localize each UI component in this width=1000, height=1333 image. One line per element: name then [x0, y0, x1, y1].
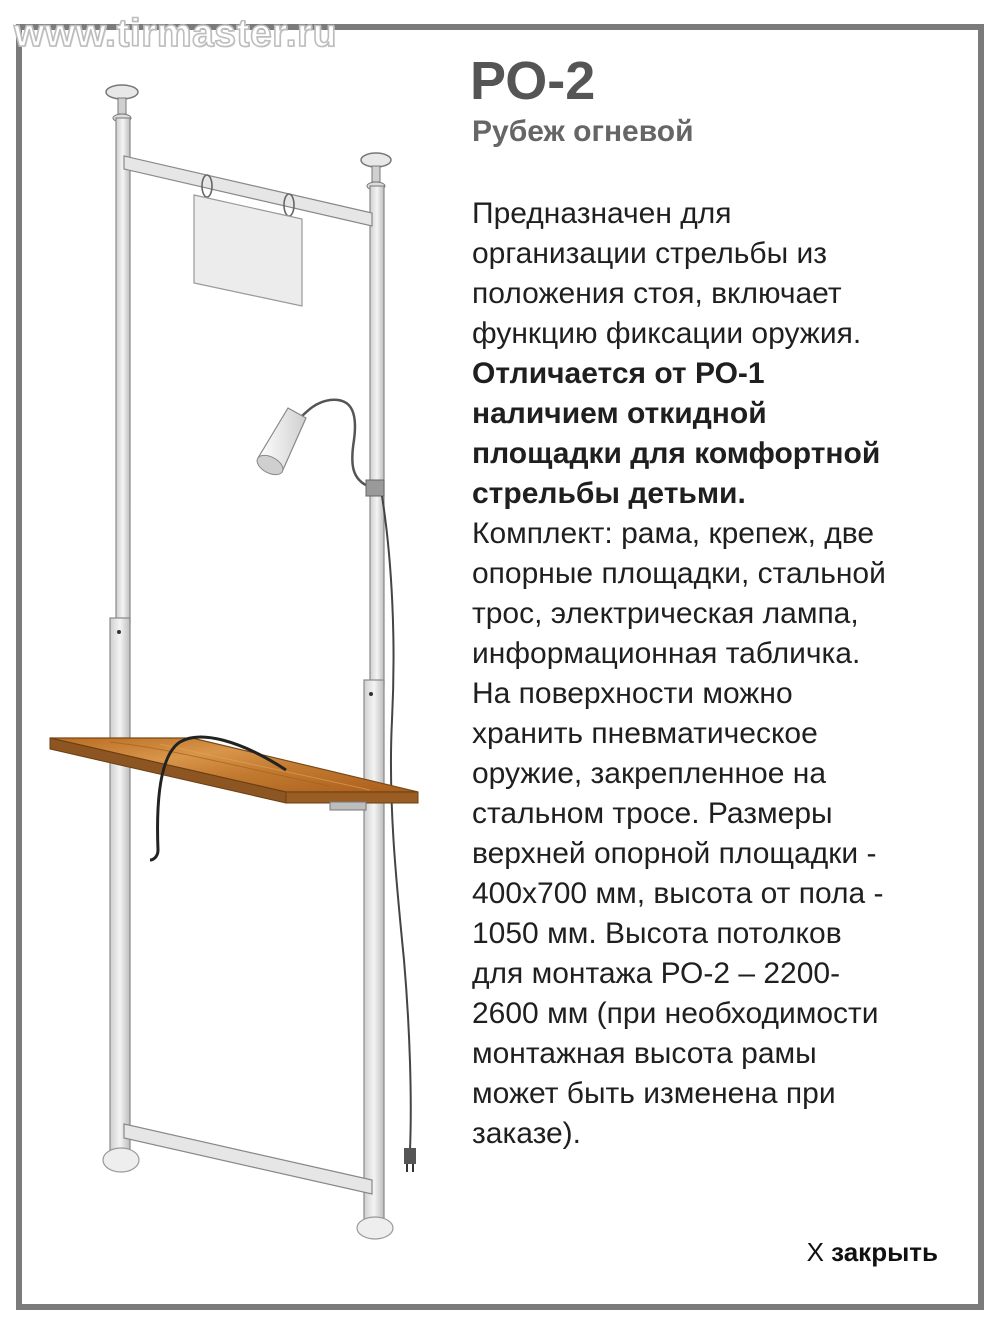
description-line: трос, электрическая лампа,: [472, 597, 859, 630]
watermark: www.tirmaster.ru: [14, 12, 337, 55]
left-pole: [103, 118, 139, 1172]
description-line: положения стоя, включает: [472, 277, 842, 310]
description-line: 400х700 мм, высота от пола -: [472, 877, 884, 910]
product-title: РО-2: [470, 51, 596, 111]
product-subtitle: Рубеж огневой: [472, 115, 694, 148]
description-line: функцию фиксации оружия.: [472, 317, 862, 350]
close-button[interactable]: [807, 1237, 938, 1268]
highlight-line: стрельбы детьми.: [472, 477, 746, 510]
description-line: организации стрельбы из: [472, 237, 827, 270]
description-line: информационная табличка.: [472, 637, 861, 670]
description-line: может быть изменена при: [472, 1077, 836, 1110]
description-line: 1050 мм. Высота потолков: [472, 917, 842, 950]
close-label[interactable]: закрыть: [831, 1237, 938, 1267]
description-line: верхней опорной площадки -: [472, 837, 877, 870]
product-description: [472, 194, 952, 1154]
description-line: 2600 мм (при необходимости: [472, 997, 879, 1030]
description-line: Предназначен для: [472, 197, 732, 230]
description-line: хранить пневматическое: [472, 717, 818, 750]
description-line: опорные площадки, стальной: [472, 557, 886, 590]
description-line: монтажная высота рамы: [472, 1037, 817, 1070]
ceiling-mount-right: [361, 153, 391, 190]
folding-shelf: [50, 738, 418, 810]
highlight-line: Отличается от РО-1: [472, 357, 765, 390]
ceiling-mount-left: [106, 85, 138, 122]
description-line: На поверхности можно: [472, 677, 793, 710]
bottom-crossbar: [124, 1124, 372, 1194]
description-line: Комплект: рама, крепеж, две: [472, 517, 875, 550]
description-line: заказе).: [472, 1117, 581, 1150]
close-icon[interactable]: X: [806, 1237, 824, 1267]
description-line: для монтажа РО-2 – 2200-: [472, 957, 841, 990]
highlight-line: площадки для комфортной: [472, 437, 881, 470]
highlight-line: наличием откидной: [472, 397, 767, 430]
description-line: оружие, закрепленное на: [472, 757, 827, 790]
product-illustration: [30, 60, 450, 1260]
lamp: [254, 400, 384, 496]
description-line: стальном тросе. Размеры: [472, 797, 833, 830]
plug-icon: [404, 1148, 416, 1172]
right-pole: [357, 186, 393, 1239]
power-cord: [382, 496, 411, 1150]
